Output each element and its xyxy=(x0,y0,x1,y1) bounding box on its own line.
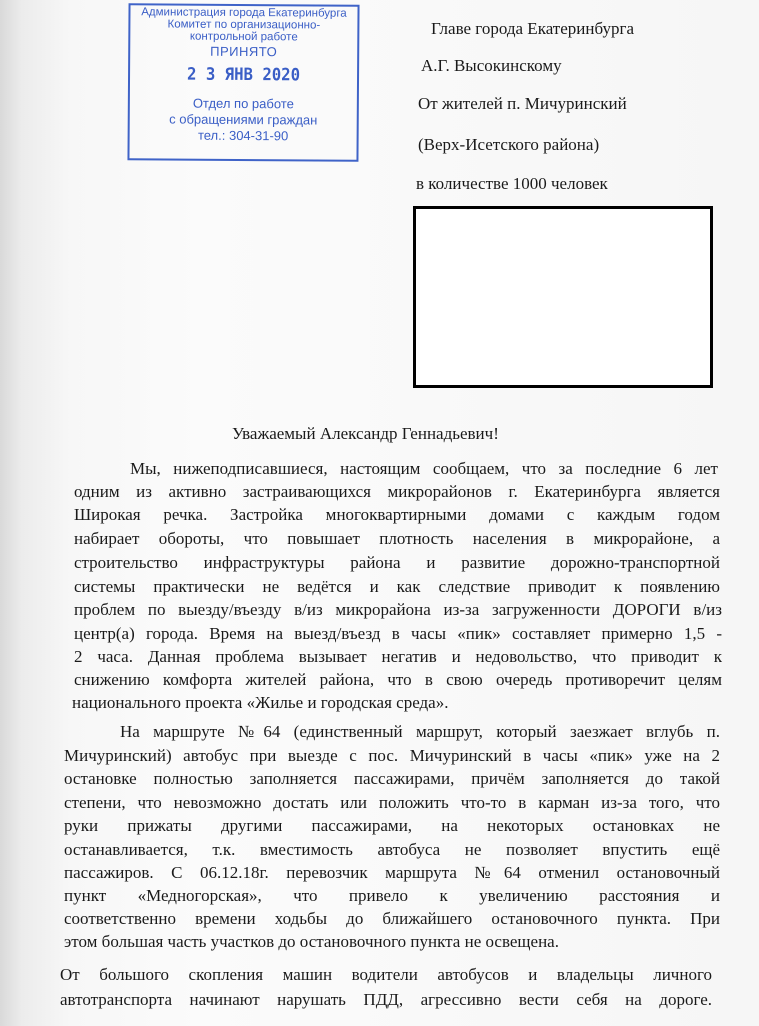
p2-line: соответственно времени ходьбы до ближайшего остановочного пункта. При xyxy=(64,909,720,928)
p3-line: От большого скопления машин водители автобусов и владельцы личного xyxy=(60,965,712,984)
p2-line: пункт «Медногорская», что привело к увеличению расстояния и xyxy=(64,886,720,905)
p2-line: степени, что невозможно достать или положить что-то в карман из-за того, что xyxy=(64,793,720,812)
p2-line: На маршруте №64 (единственный маршрут, который заезжает вглубь п. xyxy=(120,722,720,741)
p2-line: Мичуринский) автобус при выезде с пос. Мичуринский в часы «пик» уже на 2 xyxy=(64,746,720,765)
p1-line: системы практически не ведётся и как следствие приводит к появлению xyxy=(74,577,720,596)
p2-line: останавливается, т.к. вместимость автобуса не позволяет впустить ещё xyxy=(64,840,720,859)
p1-line: Широкая речка. Застройка многоквартирными домами с каждым годом xyxy=(74,505,720,524)
greeting: Уважаемый Александр Геннадьевич! xyxy=(232,424,499,443)
stamp-accepted: ПРИНЯТО xyxy=(210,43,278,60)
redacted-box xyxy=(413,206,713,388)
p3-line: автотранспорта начинают нарушать ПДД, агрессивно вести себя на дороге. xyxy=(60,990,712,1009)
p1-line: строительство инфраструктуры района и развитие дорожно-транспортной xyxy=(74,553,720,572)
addressee-line-5: в количестве 1000 человек xyxy=(416,174,608,193)
p2-line: пассажиров. С 06.12.18г. перевозчик маршрута №64 отменил остановочный xyxy=(64,863,720,882)
addressee-line-2: А.Г. Высокинскому xyxy=(421,56,562,75)
addressee-line-3: От жителей п. Мичуринский xyxy=(418,94,627,113)
stamp-line-1: Администрация города Екатеринбурга xyxy=(141,6,347,20)
p2-line: руки прижаты другими пассажирами, на некоторых остановках не xyxy=(64,816,720,835)
stamp-date: 2 3 ЯНВ 2020 xyxy=(186,64,301,86)
p1-line: снижению комфорта жителей района, что в свою очередь противоречит целям xyxy=(74,670,722,689)
p1-line: набирает обороты, что повышает плотность населения в микрорайоне, а xyxy=(74,529,720,548)
p1-line: проблем по выезду/въезду в/из микрорайона из-за загруженности ДОРОГИ в/из xyxy=(74,600,722,619)
addressee-line-4: (Верх-Исетского района) xyxy=(418,135,600,154)
p2-line: этом большая часть участков до остановочного пункта не освещена. xyxy=(64,932,559,951)
p2-line: остановке полностью заполняется пассажирами, причём заполняется до такой xyxy=(64,769,720,788)
stamp-phone: тел.: 304-31-90 xyxy=(197,127,289,144)
stamp-dept-1: Отдел по работе xyxy=(192,95,294,112)
registration-stamp xyxy=(127,3,359,162)
p1-line: национального проекта «Жилье и городская среда». xyxy=(72,693,449,712)
stamp-line-2: Комитет по организационно- xyxy=(167,18,321,32)
p1-line: Мы, нижеподписавшиеся, настоящим сообщаем, что за последние 6 лет xyxy=(130,459,718,478)
stamp-line-3: контрольной работе xyxy=(189,30,298,44)
p1-line: одним из активно застраивающихся микрорайонов г. Екатеринбурга является xyxy=(74,482,720,501)
p1-line: центр(а) города. Время на выезд/въезд в часы «пик» составляет примерно 1,5 - xyxy=(74,624,722,643)
addressee-line-1: Главе города Екатеринбурга xyxy=(431,19,634,38)
p1-line: 2 часа. Данная проблема вызывает негатив и недовольство, что приводит к xyxy=(74,647,722,666)
stamp-dept-2: с обращениями граждан xyxy=(169,111,318,128)
